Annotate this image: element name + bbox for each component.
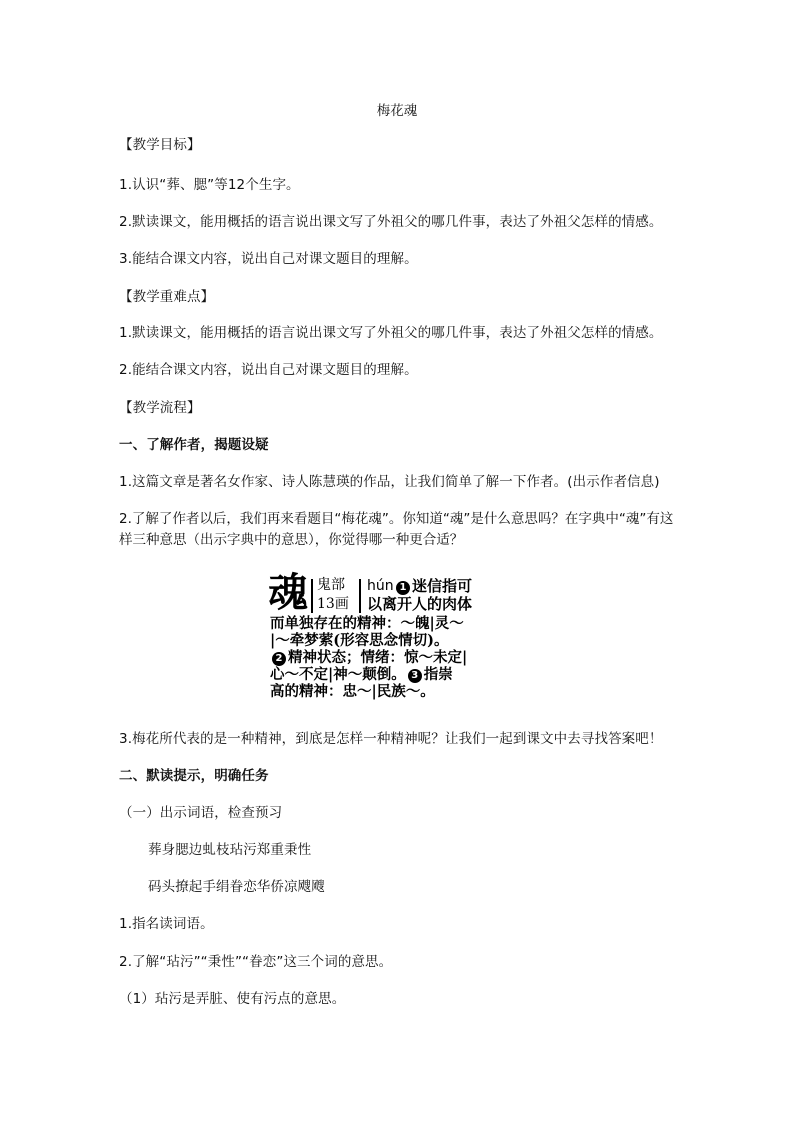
part-heading-2: 二、默读提示，明确任务 bbox=[119, 768, 269, 784]
dictionary-strokes: 13画 bbox=[317, 596, 349, 612]
divider bbox=[359, 579, 361, 613]
dictionary-line-4: |～牵梦萦(形容思念情切)。 bbox=[270, 632, 449, 649]
word-list-1: 葬身腮边虬枝玷污郑重秉性 bbox=[148, 842, 312, 858]
goal-item-1: 1.认识“葬、腮”等12个生字。 bbox=[119, 177, 300, 193]
goal-item-3: 3.能结合课文内容，说出自己对课文题目的理解。 bbox=[119, 251, 418, 267]
key-item-1: 1.默读课文，能用概括的语言说出课文写了外祖父的哪几件事，表达了外祖父怎样的情感。 bbox=[119, 325, 663, 341]
section-heading-key-points: 【教学重难点】 bbox=[119, 289, 215, 305]
word-list-2: 码头撩起手绢眷恋华侨凉飕飕 bbox=[148, 879, 325, 895]
dictionary-pinyin: hún bbox=[367, 578, 394, 594]
sense-number-3: 3 bbox=[408, 669, 422, 683]
sense-number-2: 2 bbox=[272, 652, 286, 666]
goal-item-2: 2.默读课文，能用概括的语言说出课文写了外祖父的哪几件事，表达了外祖父怎样的情感。 bbox=[119, 214, 663, 230]
divider bbox=[311, 579, 313, 613]
section-heading-goals: 【教学目标】 bbox=[119, 137, 201, 153]
dictionary-headword: 魂 bbox=[268, 569, 308, 616]
page-title: 梅花魂 bbox=[376, 103, 418, 119]
dictionary-line-3: 而单独存在的精神：～魄|灵～ bbox=[270, 615, 464, 632]
dictionary-line-7: 高的精神：忠～|民族～。 bbox=[270, 683, 435, 700]
sub-heading-1: （一）出示词语，检查预习 bbox=[119, 805, 283, 821]
dictionary-radical: 鬼部 bbox=[317, 577, 345, 593]
dictionary-line-2: 以离开人的肉体 bbox=[367, 595, 473, 613]
part-heading-1: 一、了解作者，揭题设疑 bbox=[119, 437, 269, 453]
dictionary-line-5: 2 精神状态；情绪：惊～未定| bbox=[270, 649, 467, 666]
dictionary-line-1: 1 迷信指可 bbox=[394, 578, 472, 595]
flow-item-1-3: 3.梅花所代表的是一种精神，到底是怎样一种精神呢？让我们一起到课文中去寻找答案吧！ bbox=[119, 731, 663, 747]
section-heading-flow: 【教学流程】 bbox=[119, 400, 201, 416]
step-item-3: （1）玷污是弄脏、使有污点的意思。 bbox=[119, 991, 346, 1007]
flow-item-1-1: 1.这篇文章是著名女作家、诗人陈慧瑛的作品，让我们简单了解一下作者。(出示作者信息) bbox=[119, 474, 660, 490]
dictionary-line-6: 心～不定|神～颠倒。 3 指崇 bbox=[270, 666, 453, 683]
step-item-1: 1.指名读词语。 bbox=[119, 916, 214, 932]
dictionary-entry-image bbox=[266, 569, 528, 703]
key-item-2: 2.能结合课文内容，说出自己对课文题目的理解。 bbox=[119, 362, 418, 378]
sense-number-1: 1 bbox=[396, 581, 410, 595]
step-item-2: 2.了解“玷污”“秉性”“眷恋”这三个词的意思。 bbox=[119, 954, 393, 970]
flow-item-1-2: 2.了解了作者以后，我们再来看题目“梅花魂”。你知道“魂”是什么意思吗？在字典中“魂”有这样三种意思（出示字典中的意思），你觉得哪一种更合适？ bbox=[119, 511, 674, 548]
